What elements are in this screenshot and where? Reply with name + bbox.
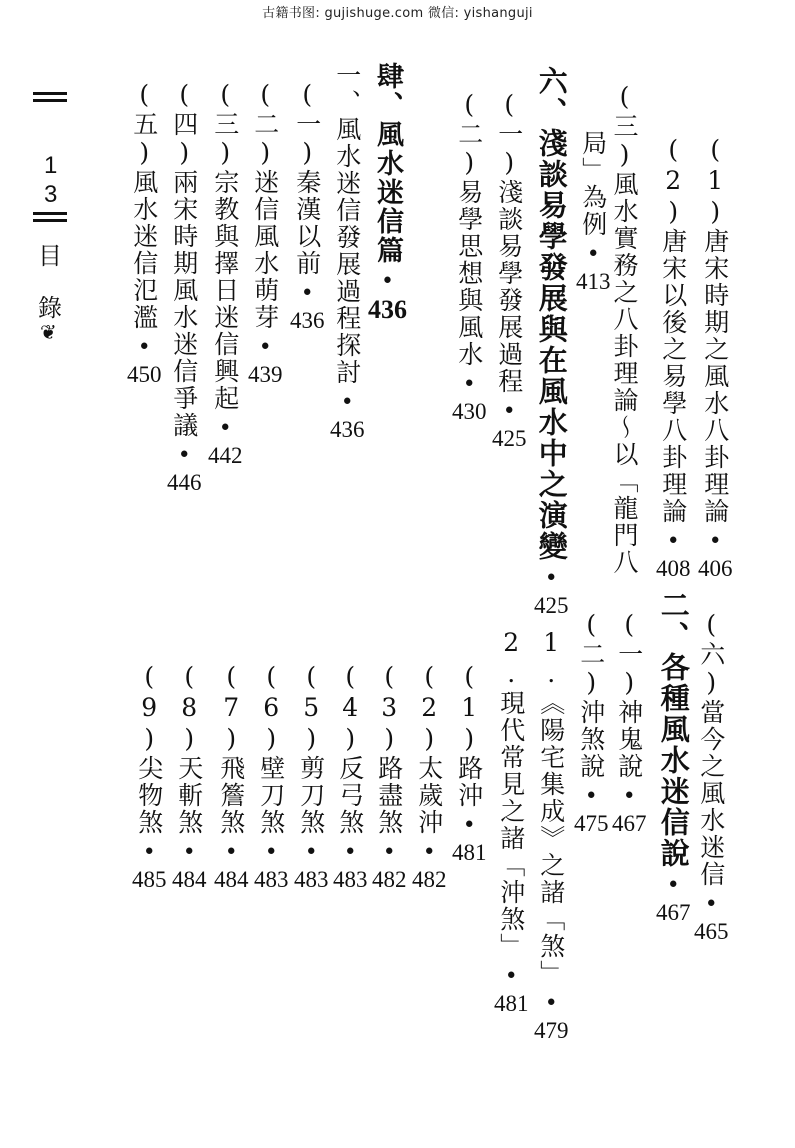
leader-dot: • <box>666 873 680 898</box>
toc-page-number: 483 <box>254 867 289 892</box>
leader-dot: • <box>182 840 196 865</box>
leader-dot: • <box>382 840 396 865</box>
toc-entry[interactable] <box>452 90 487 423</box>
toc-entry-text: 局」為例 <box>578 130 608 238</box>
toc-entry[interactable] <box>656 135 691 580</box>
margin-rule-top-2 <box>33 99 67 102</box>
toc-page-number: 485 <box>132 867 167 892</box>
toc-entry[interactable] <box>290 80 325 332</box>
leader-dot: • <box>142 840 156 865</box>
leader-dot: • <box>462 372 476 397</box>
toc-entry[interactable] <box>127 80 162 386</box>
leader-dot: • <box>502 399 516 424</box>
toc-entry[interactable] <box>612 82 637 576</box>
toc-page-number: 467 <box>656 900 691 925</box>
toc-section-heading[interactable] <box>368 62 407 323</box>
toc-entry-text: (5)剪刀煞 <box>296 662 326 836</box>
toc-entry-text: (1)路沖 <box>454 662 484 809</box>
toc-entry[interactable] <box>656 590 691 924</box>
toc-page-number: 430 <box>452 399 487 424</box>
toc-page-number: 481 <box>452 840 487 865</box>
toc-page-number: 413 <box>576 269 611 294</box>
toc-page-number: 446 <box>167 470 202 495</box>
toc-entry[interactable] <box>208 80 243 467</box>
toc-page-number: 425 <box>534 593 569 618</box>
toc-entry-text: 2.現代常見之諸「沖煞」 <box>496 628 526 960</box>
toc-page-number: 482 <box>412 867 447 892</box>
toc-page-number: 475 <box>574 811 609 836</box>
toc-entry-text: 二、各種風水迷信說 <box>656 590 691 869</box>
toc-entry[interactable] <box>534 628 569 1042</box>
toc-entry[interactable] <box>534 66 569 617</box>
ornament-icon: ❦ <box>40 320 57 344</box>
toc-page-number: 483 <box>294 867 329 892</box>
toc-entry-text: (7)飛簷煞 <box>216 662 246 836</box>
leader-dot: • <box>177 443 191 468</box>
toc-entry-text: (三)風水實務之八卦理論～以「龍門八 <box>610 82 639 576</box>
leader-dot: • <box>264 840 278 865</box>
toc-entry[interactable] <box>372 662 407 891</box>
toc-page-number: 436 <box>368 295 407 324</box>
leader-dot: • <box>704 892 718 917</box>
toc-page-number: 439 <box>248 362 283 387</box>
toc-page-number: 481 <box>494 991 529 1016</box>
toc-page-number: 450 <box>127 362 162 387</box>
leader-dot: • <box>544 566 558 591</box>
toc-entry[interactable] <box>698 135 733 580</box>
toc-page-number: 482 <box>372 867 407 892</box>
leader-dot: • <box>343 840 357 865</box>
toc-page-number: 484 <box>172 867 207 892</box>
leader-dot: • <box>586 242 600 267</box>
leader-dot: • <box>622 784 636 809</box>
toc-entry[interactable] <box>494 628 529 1015</box>
toc-entry[interactable] <box>576 130 611 293</box>
toc-entry[interactable] <box>254 662 289 891</box>
toc-entry-text: (一)淺談易學發展過程 <box>494 90 524 395</box>
toc-entry-text: (二)沖煞說 <box>576 610 606 780</box>
toc-page-number: 479 <box>534 1018 569 1043</box>
toc-entry[interactable] <box>694 610 729 943</box>
toc-entry-text: (8)天斬煞 <box>174 662 204 836</box>
leader-dot: • <box>381 269 394 294</box>
toc-page-number: 436 <box>290 308 325 333</box>
toc-entry[interactable] <box>167 80 202 494</box>
toc-entry-text: (二)迷信風水萌芽 <box>250 80 280 331</box>
toc-entry-text: (一)神鬼說 <box>614 610 644 780</box>
toc-entry[interactable] <box>412 662 447 891</box>
toc-page-number: 406 <box>698 556 733 581</box>
toc-entry[interactable] <box>172 662 207 891</box>
toc-entry[interactable] <box>333 662 368 891</box>
leader-dot: • <box>544 991 558 1016</box>
leader-dot: • <box>340 390 354 415</box>
toc-entry-text: (4)反弓煞 <box>335 662 365 836</box>
toc-entry-text: (四)兩宋時期風水迷信爭議 <box>169 80 199 439</box>
margin-rule-mid-2 <box>33 219 67 222</box>
toc-entry-text: 一、風水迷信發展過程探討 <box>332 62 362 386</box>
leader-dot: • <box>300 281 314 306</box>
toc-entry[interactable] <box>452 662 487 864</box>
leader-dot: • <box>304 840 318 865</box>
toc-entry-text: 1.《陽宅集成》之諸「煞」 <box>536 628 566 987</box>
toc-entry[interactable] <box>612 610 647 835</box>
toc-entry[interactable] <box>248 80 283 386</box>
toc-entry-text: 六、淺談易學發展與在風水中之演變 <box>534 66 569 562</box>
leader-dot: • <box>422 840 436 865</box>
toc-page-number: 436 <box>330 417 365 442</box>
toc-page-number: 425 <box>492 426 527 451</box>
toc-entry-text: (五)風水迷信氾濫 <box>129 80 159 331</box>
leader-dot: • <box>584 784 598 809</box>
toc-entry-text: (二)易學思想與風水 <box>454 90 484 368</box>
toc-page-number: 408 <box>656 556 691 581</box>
leader-dot: • <box>137 335 151 360</box>
toc-entry-text: (3)路盡煞 <box>374 662 404 836</box>
toc-entry[interactable] <box>214 662 249 891</box>
toc-entry-text: (1)唐宋時期之風水八卦理論 <box>700 135 730 525</box>
margin-rule-top <box>33 92 67 95</box>
toc-page-number: 483 <box>333 867 368 892</box>
toc-entry-text: (2)太歲沖 <box>414 662 444 836</box>
leader-dot: • <box>708 529 722 554</box>
toc-entry-text: 肆、風水迷信篇 <box>372 62 403 265</box>
margin-title-char-mu: 目 <box>38 242 62 270</box>
leader-dot: • <box>218 416 232 441</box>
toc-entry[interactable] <box>330 62 365 441</box>
toc-entry[interactable] <box>492 90 527 450</box>
toc-entry-text: (9)尖物煞 <box>134 662 164 836</box>
leader-dot: • <box>258 335 272 360</box>
toc-page-number: 484 <box>214 867 249 892</box>
leader-dot: • <box>462 813 476 838</box>
leader-dot: • <box>666 529 680 554</box>
toc-entry-text: (六)當今之風水迷信 <box>696 610 726 888</box>
toc-entry[interactable] <box>294 662 329 891</box>
toc-entry[interactable] <box>574 610 609 835</box>
toc-page-number: 467 <box>612 811 647 836</box>
toc-entry-text: (6)壁刀煞 <box>256 662 286 836</box>
watermark: 古籍书图: gujishuge.com 微信: yishanguji <box>262 6 533 21</box>
page-number-digit-1: 1 <box>44 152 58 179</box>
toc-page-number: 465 <box>694 919 729 944</box>
toc-entry-text: (三)宗教與擇日迷信興起 <box>210 80 240 412</box>
toc-entry-text: (一)秦漢以前 <box>292 80 322 277</box>
toc-entry[interactable] <box>132 662 167 891</box>
leader-dot: • <box>504 964 518 989</box>
leader-dot: • <box>224 840 238 865</box>
toc-entry-text: (2)唐宋以後之易學八卦理論 <box>658 135 688 525</box>
toc-page-number: 442 <box>208 443 243 468</box>
margin-rule-mid <box>33 212 67 215</box>
page-number-digit-2: 3 <box>44 181 58 208</box>
margin-title-char-lu: 錄 <box>38 294 62 322</box>
